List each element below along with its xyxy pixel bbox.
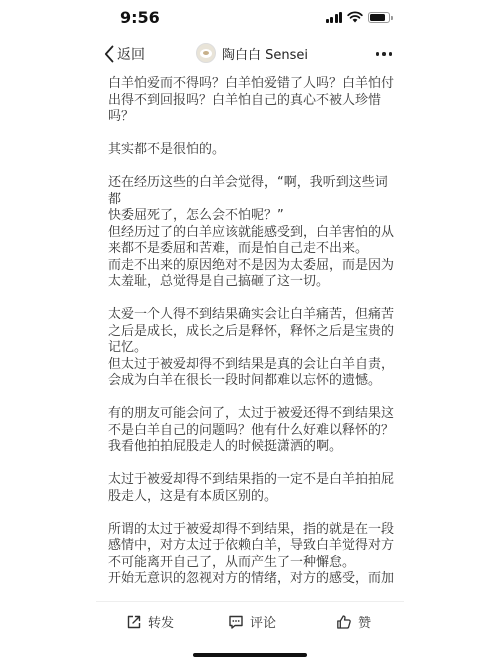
home-indicator [193, 653, 307, 657]
share-label: 转发 [148, 616, 175, 631]
status-time: 9:56 [120, 8, 160, 27]
article-line: 但太过于被爱却得不到结果是真的会让白羊自责， [108, 356, 395, 372]
back-label: 返回 [117, 47, 145, 63]
share-icon [126, 614, 142, 630]
comment-icon [228, 614, 244, 630]
article-line: 记忆。 [108, 340, 148, 355]
phone-screen [96, 0, 404, 667]
article-line: 太爱一个人得不到结果确实会让白羊痛苦，但痛苦 [108, 307, 395, 322]
article-paragraph [108, 76, 396, 126]
article-body [108, 76, 396, 604]
article-line: 有的朋友可能会问了，太过于被爱还得不到结果这 [108, 406, 395, 421]
thumbs-up-icon [336, 614, 352, 630]
comment-button[interactable] [228, 612, 276, 631]
cellular-signal-icon [326, 12, 343, 23]
article-line: 之后是成长，成长之后是释怀，释怀之后是宝贵的 [108, 323, 395, 339]
avatar[interactable] [196, 43, 216, 63]
article-paragraph [108, 175, 396, 291]
bottom-action-bar [96, 601, 404, 642]
article-paragraph [108, 522, 396, 588]
article-line: 不是白羊自己的问题吗？他有什么好难以释怀的？ [108, 422, 395, 438]
article-line: 太过于被爱却得不到结果指的一定不是白羊拍拍屁 [108, 472, 395, 487]
article-line: 快委屈死了，怎么会不怕呢？” [108, 208, 284, 223]
left-background [0, 0, 96, 667]
like-label: 赞 [358, 616, 372, 631]
article-line: 会成为白羊在很长一段时间都难以忘怀的遗憾。 [108, 373, 382, 388]
article-line: 白羊怕爱而不得吗？白羊怕爱错了人吗？白羊怕付 [108, 76, 395, 91]
comment-label: 评论 [250, 616, 277, 631]
battery-icon [368, 12, 390, 23]
article-line: 太羞耻，总觉得是自己搞砸了这一切。 [108, 274, 330, 289]
nav-title[interactable]: 陶白白 Sensei [222, 47, 309, 63]
nav-author[interactable] [196, 43, 308, 63]
article-line: 来都不是委屈和苦难，而是怕自己走不出来。 [108, 241, 369, 256]
more-options-icon[interactable] [376, 52, 393, 56]
article-line: 但经历过了的白羊应该就能感受到，白羊害怕的从 [108, 224, 395, 240]
article-line: 其实都不是很怕的。 [108, 142, 226, 157]
article-paragraph [108, 307, 396, 390]
article-paragraph [108, 406, 396, 456]
article-paragraph [108, 142, 396, 159]
article-line: 我看他拍拍屁股走人的时候挺潇洒的啊。 [108, 439, 343, 454]
like-button[interactable] [336, 612, 371, 631]
article-line: 股走人，这是有本质区别的。 [108, 488, 278, 504]
article-line: 而走不出来的原因绝对不是因为太委屈，而是因为 [108, 257, 395, 273]
status-icons [326, 11, 391, 23]
article-line: 不可能离开自己了，从而产生了一种懈怠。 [108, 554, 356, 570]
right-background [404, 0, 500, 667]
article-paragraph [108, 472, 396, 505]
article-line: 感情中，对方太过于依赖白羊，导致白羊觉得对方 [108, 538, 395, 553]
wifi-icon [347, 11, 363, 23]
share-button[interactable] [126, 612, 174, 631]
article-line: 开始无意识的忽视对方的情绪，对方的感受，而加 [108, 571, 395, 586]
article-line: 还在经历这些的白羊会觉得，“啊，我听到这些词都 [108, 175, 388, 207]
chevron-left-icon [104, 45, 114, 63]
article-line: 出得不到回报吗？白羊怕自己的真心不被人珍惜吗？ [108, 92, 382, 124]
back-button[interactable] [104, 44, 145, 64]
article-line: 所谓的太过于被爱却得不到结果，指的就是在一段 [108, 521, 395, 537]
status-bar [96, 0, 404, 36]
nav-bar [96, 38, 404, 72]
